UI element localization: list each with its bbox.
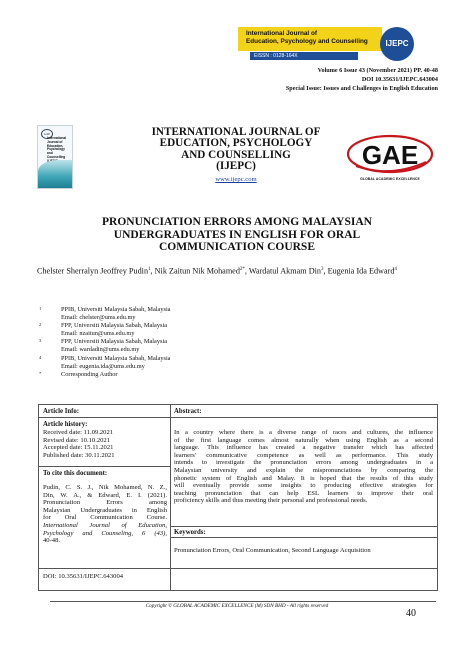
- history-rule: [39, 466, 170, 467]
- author-1-sup: 1: [148, 267, 151, 272]
- received-date: Received date: 11.09.2021: [43, 429, 114, 436]
- abstract-line: proficiency skills and thus meeting their personal and professional needs.: [174, 497, 368, 505]
- affiliation-item: [37, 355, 337, 371]
- published-date: Published date: 30.11.2021: [43, 451, 115, 459]
- banner-journal-name: [246, 30, 386, 45]
- abstract-line: learners' communicative competence as well as performance. This study: [174, 451, 433, 459]
- author-1: Chelster Sherralyn Jeoffrey Pudin: [37, 266, 149, 276]
- banner-line-2: Education, Psychology and Counselling: [246, 37, 368, 45]
- revised-date: Revised date: 10.10.2021: [43, 436, 111, 444]
- cover-wave-graphic: [38, 160, 72, 188]
- affiliation-number: 2: [39, 322, 42, 328]
- abstract-line: In a country where there is a diverse range of races and cultures, the influence: [174, 429, 433, 436]
- abstract-line: language. This influence has created a negative transfer which has affected: [174, 444, 433, 452]
- journal-url-link[interactable]: www.ijepc.com: [215, 176, 257, 183]
- citation-line: Pronunciation Errors among: [43, 499, 167, 507]
- affiliation-org: FPP, Universiti Malaysia Sabah, Malaysia: [61, 322, 167, 330]
- abstract-line: of the first language comes almost naturally when using English as a second: [174, 436, 433, 444]
- keywords-rule-bottom: [170, 537, 437, 538]
- abstract-line: teaching pronunciation that can help ESL learners to improve their oral: [174, 489, 433, 497]
- affiliations: [37, 306, 337, 379]
- affiliation-number: 4: [39, 354, 42, 360]
- citation-line: International Journal of Education,: [43, 521, 167, 529]
- keywords-heading: Keywords:: [174, 529, 206, 536]
- affiliation-org: PPIB, Universiti Malaysia Sabah, Malaysia: [61, 354, 171, 362]
- citation-line: Din, W. A., & Edward, E. I. (2021).: [43, 491, 167, 499]
- journal-banner: [238, 27, 438, 61]
- author-4: , Eugenia Ida Edward: [323, 266, 395, 276]
- paper-title-line-1: PRONUNCIATION ERRORS AMONG MALAYSIAN: [102, 216, 372, 228]
- cover-logo: GAE: [41, 129, 53, 139]
- footer-rule: [50, 601, 436, 602]
- paper-title-line-3: COMMUNICATION COURSE: [159, 241, 315, 254]
- article-info-heading: Article Info:: [43, 408, 80, 415]
- affiliation-email[interactable]: Email: nzaitun@ums.edu.my: [61, 330, 135, 338]
- citation-text: [43, 484, 167, 545]
- gae-logo-caption: GLOBAL ACADEMIC EXCELLENCE: [360, 177, 420, 181]
- banner-line-1: International Journal of: [246, 30, 318, 37]
- cover-title: International Journal of Education, Psychology and Counselling: [47, 136, 67, 159]
- author-2: , Nik Zaitun Nik Mohamed: [150, 266, 240, 276]
- article-info-box: [38, 404, 438, 591]
- gae-logo-letters: GAE: [361, 140, 419, 170]
- journal-title-line-4: (IJEPC): [216, 160, 256, 173]
- author-3: , Wardatul Akmam Din: [244, 266, 321, 276]
- paper-title: [62, 216, 412, 254]
- author-2-sup: 2*: [239, 267, 245, 272]
- column-divider: [170, 405, 171, 590]
- issn-label: EISSN : 0128-164X: [250, 52, 358, 60]
- volume-issue-line: Volume 6 Issue 43 (November 2021) PP. 40-48: [317, 67, 438, 74]
- affiliation-email[interactable]: Email: eugenia.ida@ums.edu.my: [61, 362, 145, 370]
- affiliation-email[interactable]: Email: chelster@ums.edu.my: [61, 314, 136, 322]
- left-heading-rule: [39, 417, 170, 418]
- affiliation-org: Corresponding Author: [61, 370, 118, 378]
- affiliation-number: 1: [39, 306, 42, 311]
- affiliation-number: 3: [39, 338, 42, 344]
- journal-title: [118, 127, 354, 173]
- keywords-rule-top: [170, 526, 437, 527]
- abstract-heading: Abstract:: [174, 408, 202, 415]
- doi-line: DOI 10.35631/IJEPC.643004: [361, 76, 438, 84]
- article-history-heading: Article history:: [43, 421, 88, 428]
- corresponding-author-note: [37, 371, 337, 379]
- affiliation-number: *: [39, 370, 42, 376]
- copyright-notice: Copyright © GLOBAL ACADEMIC EXCELLENCE (M) SDN BHD - All rights reserved: [145, 603, 329, 609]
- affiliation-org: PPIB, Universiti Malaysia Sabah, Malaysia: [61, 306, 171, 313]
- keywords-text: Pronunciation Errors, Oral Communication, Second Language Acquisition: [174, 547, 371, 554]
- journal-title-line-3: AND COUNSELLING: [181, 148, 291, 161]
- abstract-line: phonetic system of English and Malay. It is hoped that the results of this study: [174, 474, 433, 482]
- page-number: 40: [406, 608, 416, 619]
- doi-rule: [39, 568, 170, 569]
- journal-title-line-1: INTERNATIONAL JOURNAL OF: [151, 126, 321, 138]
- citation-line: Malaysian Undergraduates in English: [43, 506, 167, 514]
- author-list: [37, 265, 437, 277]
- paper-title-line-2: UNDERGRADUATES IN ENGLISH FOR ORAL: [113, 228, 361, 241]
- cite-heading: To cite this document:: [43, 470, 108, 477]
- abstract-text: [174, 429, 433, 505]
- citation-line: 40-48.: [43, 537, 61, 545]
- author-4-sup: 4: [394, 267, 397, 272]
- abstract-line: will eventually provide some insights to producing effective strategies for: [174, 482, 433, 490]
- affiliation-item: [37, 338, 337, 354]
- citation-line: Psychology and Counseling, 6 (43),: [43, 529, 167, 537]
- citation-line: Pudin, C. S. J., Nik Mohamed, N. Z.,: [43, 484, 167, 491]
- special-issue-line: Special Issue: Issues and Challenges in English Education: [285, 85, 438, 93]
- article-history-dates: [43, 429, 167, 459]
- doi-text[interactable]: DOI: 10.35631/IJEPC.643004: [43, 573, 124, 580]
- abstract-line: Malaysian university and explain the mispronunciations by comparing the: [174, 466, 433, 474]
- author-3-sup: 3: [320, 267, 324, 272]
- volume-info: [238, 66, 438, 94]
- bottom-rule: [170, 568, 437, 569]
- affiliation-item: [37, 322, 337, 338]
- affiliation-org: FPP, Universiti Malaysia Sabah, Malaysia: [61, 338, 167, 346]
- accepted-date: Accepted date: 15.11.2021: [43, 444, 114, 452]
- journal-title-line-2: EDUCATION, PSYCHOLOGY: [159, 137, 313, 150]
- affiliation-item: [37, 306, 337, 322]
- ijepc-badge: IJEPC: [380, 27, 414, 61]
- abstract-line: intends to investigate the pronunciation errors among undergraduates in a: [174, 459, 433, 467]
- affiliation-email[interactable]: Email: wardadin@ums.edu.my: [61, 346, 140, 354]
- journal-cover-image: [37, 125, 73, 189]
- citation-line: for Oral Communication Course.: [43, 514, 167, 522]
- right-heading-rule: [170, 417, 437, 418]
